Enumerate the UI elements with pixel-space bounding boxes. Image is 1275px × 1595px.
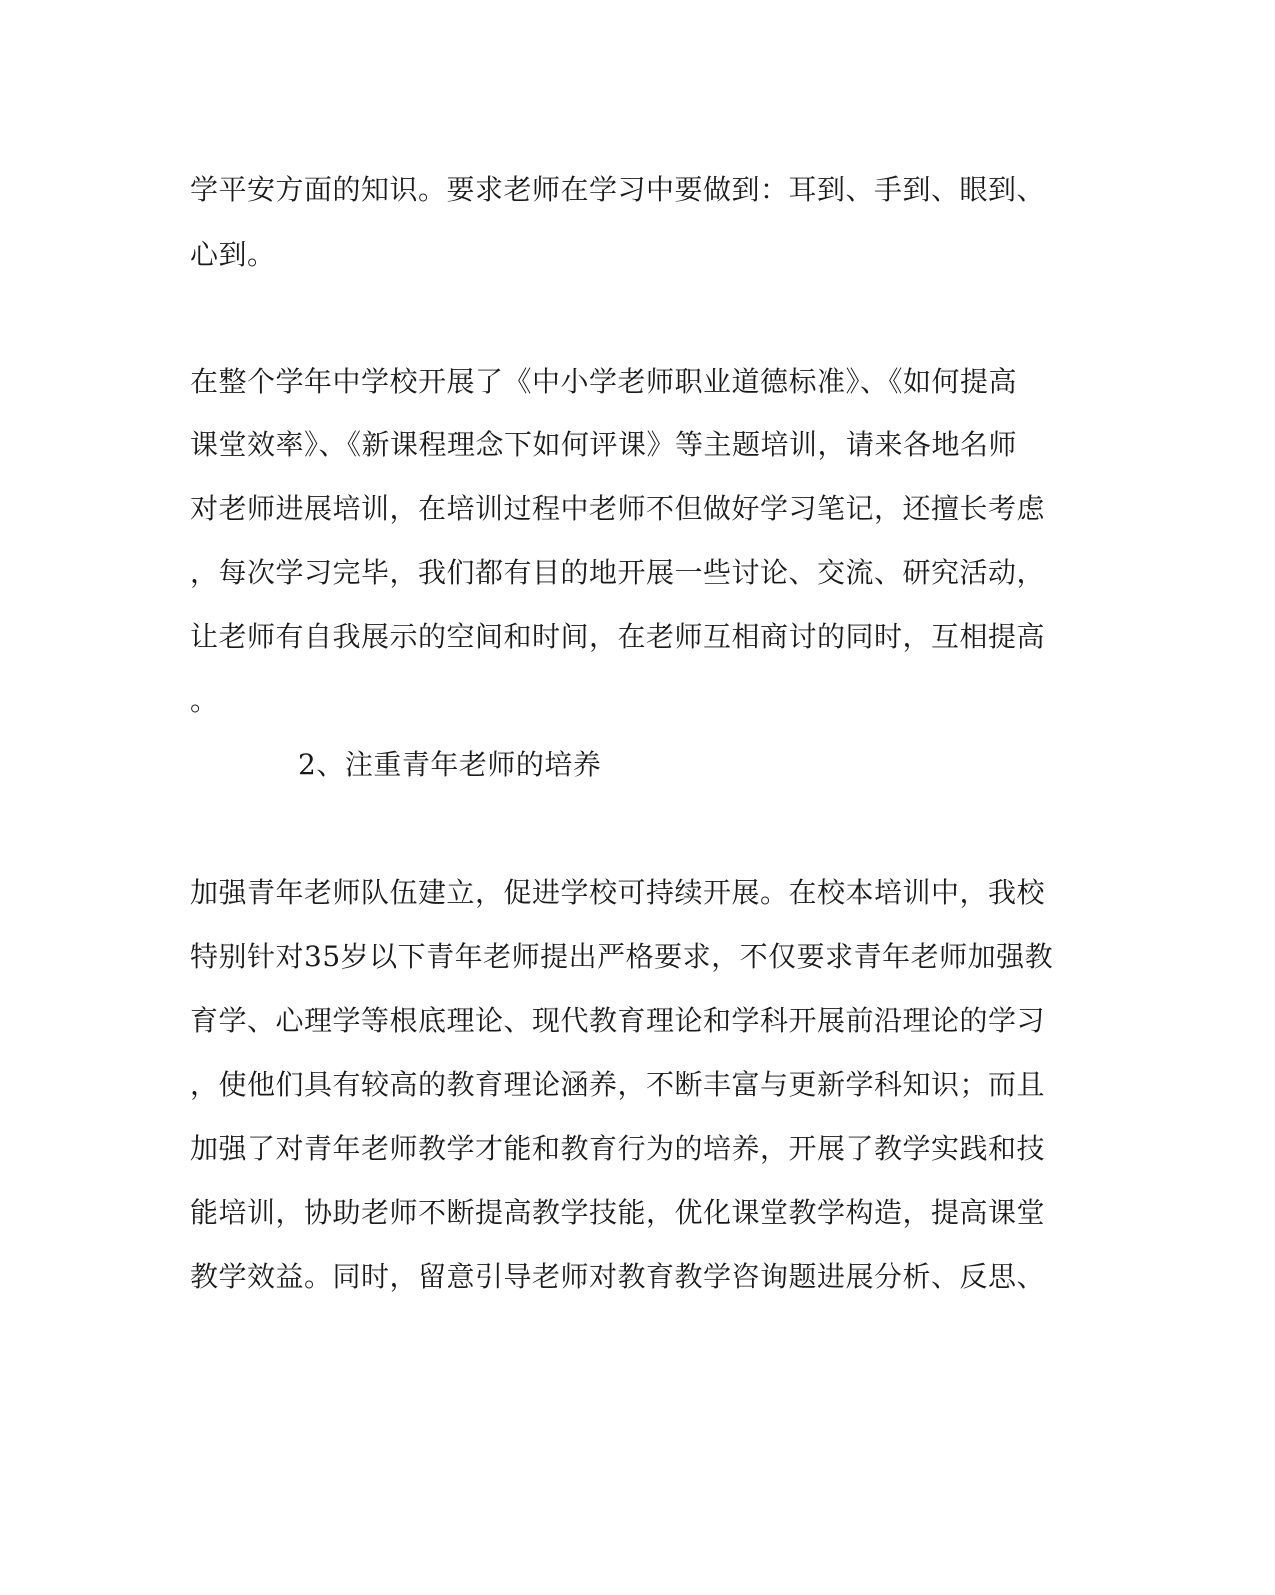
- paragraph-line: ，每次学习完毕，我们都有目的地开展一些讨论、交流、研究活动，: [190, 556, 1046, 589]
- section-heading: 2、注重青年老师的培养: [298, 748, 602, 781]
- paragraph-line: ，使他们具有较高的教育理论涵养，不断丰富与更新学科知识；而且: [190, 1068, 1046, 1101]
- paragraph-line: 。: [190, 684, 219, 717]
- paragraph-line: 加强青年老师队伍建立，促进学校可持续开展。在校本培训中，我校: [190, 876, 1046, 909]
- paragraph-line: 学平安方面的知识。要求老师在学习中要做到：耳到、手到、眼到、: [190, 173, 1046, 206]
- paragraph-line: 心到。: [190, 238, 276, 271]
- paragraph-line: 教学效益。同时，留意引导老师对教育教学咨询题进展分析、反思、: [190, 1260, 1046, 1293]
- paragraph-line: 课堂效率》、《新课程理念下如何评课》等主题培训，请来各地名师: [190, 428, 1018, 461]
- paragraph-line: 特别针对35岁以下青年老师提出严格要求，不仅要求青年老师加强教: [190, 940, 1054, 973]
- paragraph-line: 对老师进展培训，在培训过程中老师不但做好学习笔记，还擅长考虑: [190, 492, 1046, 525]
- paragraph-line: 加强了对青年老师教学才能和教育行为的培养，开展了教学实践和技: [190, 1132, 1046, 1165]
- paragraph-line: 在整个学年中学校开展了《中小学老师职业道德标准》、《如何提高: [190, 365, 1018, 398]
- paragraph-line: 让老师有自我展示的空间和时间，在老师互相商讨的同时，互相提高: [190, 620, 1046, 653]
- paragraph-line: 育学、心理学等根底理论、现代教育理论和学科开展前沿理论的学习: [190, 1004, 1046, 1037]
- paragraph-line: 能培训，协助老师不断提高教学技能，优化课堂教学构造，提高课堂: [190, 1196, 1046, 1229]
